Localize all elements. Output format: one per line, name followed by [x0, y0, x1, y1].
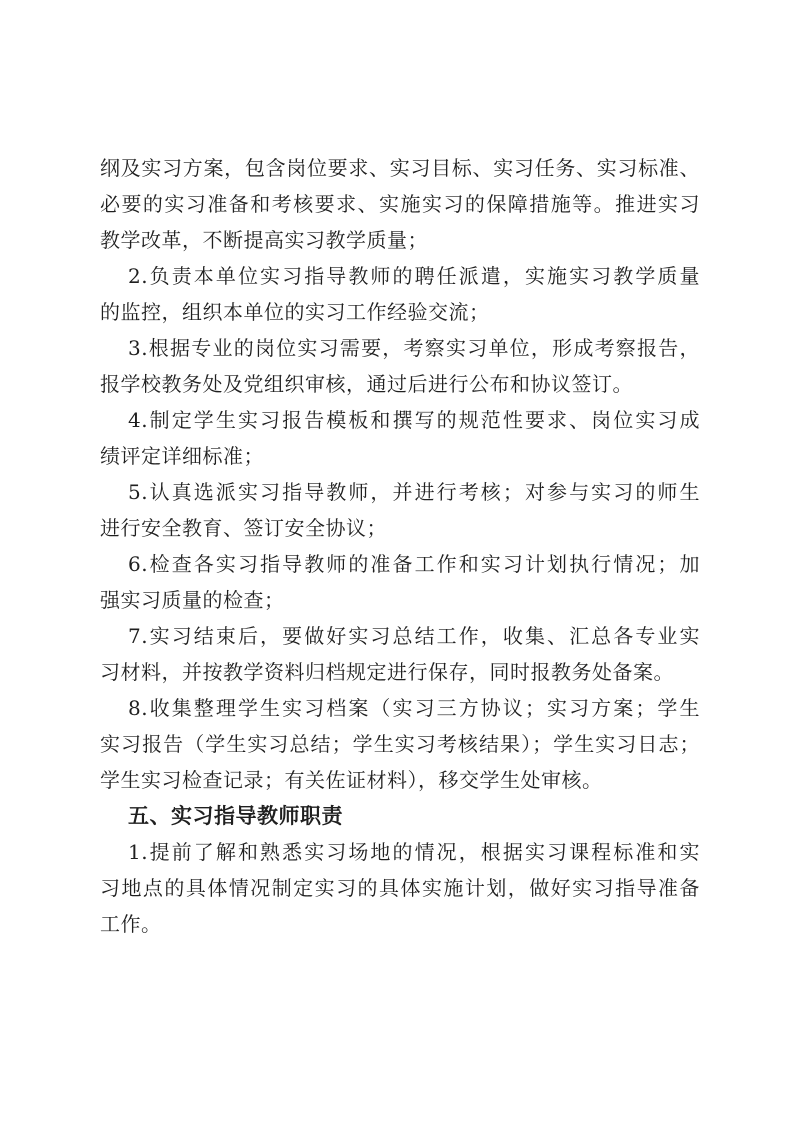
text-line: 3.根据专业的岗位实习需要，考察实习单位，形成考察报告，	[128, 336, 700, 360]
paragraph	[100, 834, 700, 942]
paragraph	[100, 690, 700, 798]
text-line: 8.收集整理学生实习档案（实习三方协议；实习方案；学生	[128, 696, 700, 720]
text-line: 6.检查各实习指导教师的准备工作和实习计划执行情况；加	[128, 552, 700, 576]
text-line: 教学改革，不断提高实习教学质量；	[100, 228, 428, 252]
text-line: 工作。	[100, 912, 162, 936]
text-line: 学生实习检查记录；有关佐证材料），移交学生处审核。	[100, 768, 603, 792]
paragraph	[100, 402, 700, 474]
document-body	[100, 150, 700, 942]
text-line: 2.负责本单位实习指导教师的聘任派遣，实施实习教学质量	[128, 264, 700, 288]
paragraph	[100, 330, 700, 402]
text-line: 7.实习结束后，要做好实习总结工作，收集、汇总各专业实	[128, 624, 700, 648]
text-line: 实习报告（学生实习总结；学生实习考核结果）；学生实习日志；	[100, 732, 700, 756]
paragraph	[100, 150, 700, 258]
text-line: 习材料，并按教学资料归档规定进行保存，同时报教务处备案。	[100, 660, 674, 684]
paragraph	[100, 618, 700, 690]
text-line: 4.制定学生实习报告模板和撰写的规范性要求、岗位实习成	[128, 408, 700, 432]
text-line: 纲及实习方案，包含岗位要求、实习目标、实习任务、实习标准、	[100, 156, 700, 180]
text-line: 绩评定详细标准；	[100, 444, 264, 468]
text-line: 报学校教务处及党组织审核，通过后进行公布和协议签订。	[100, 372, 633, 396]
paragraph	[100, 546, 700, 618]
text-line: 的监控，组织本单位的实习工作经验交流；	[100, 300, 490, 324]
text-line: 习地点的具体情况制定实习的具体实施计划，做好实习指导准备	[100, 876, 700, 900]
text-line: 五、实习指导教师职责	[128, 803, 343, 828]
text-line: 进行安全教育、签订安全协议；	[100, 516, 387, 540]
paragraph	[100, 474, 700, 546]
section-heading	[100, 798, 700, 834]
paragraph	[100, 258, 700, 330]
text-line: 5.认真选派实习指导教师，并进行考核；对参与实习的师生	[128, 480, 700, 504]
text-line: 1.提前了解和熟悉实习场地的情况，根据实习课程标准和实	[128, 840, 700, 864]
text-line: 必要的实习准备和考核要求、实施实习的保障措施等。推进实习	[100, 192, 700, 216]
text-line: 强实习质量的检查；	[100, 588, 285, 612]
